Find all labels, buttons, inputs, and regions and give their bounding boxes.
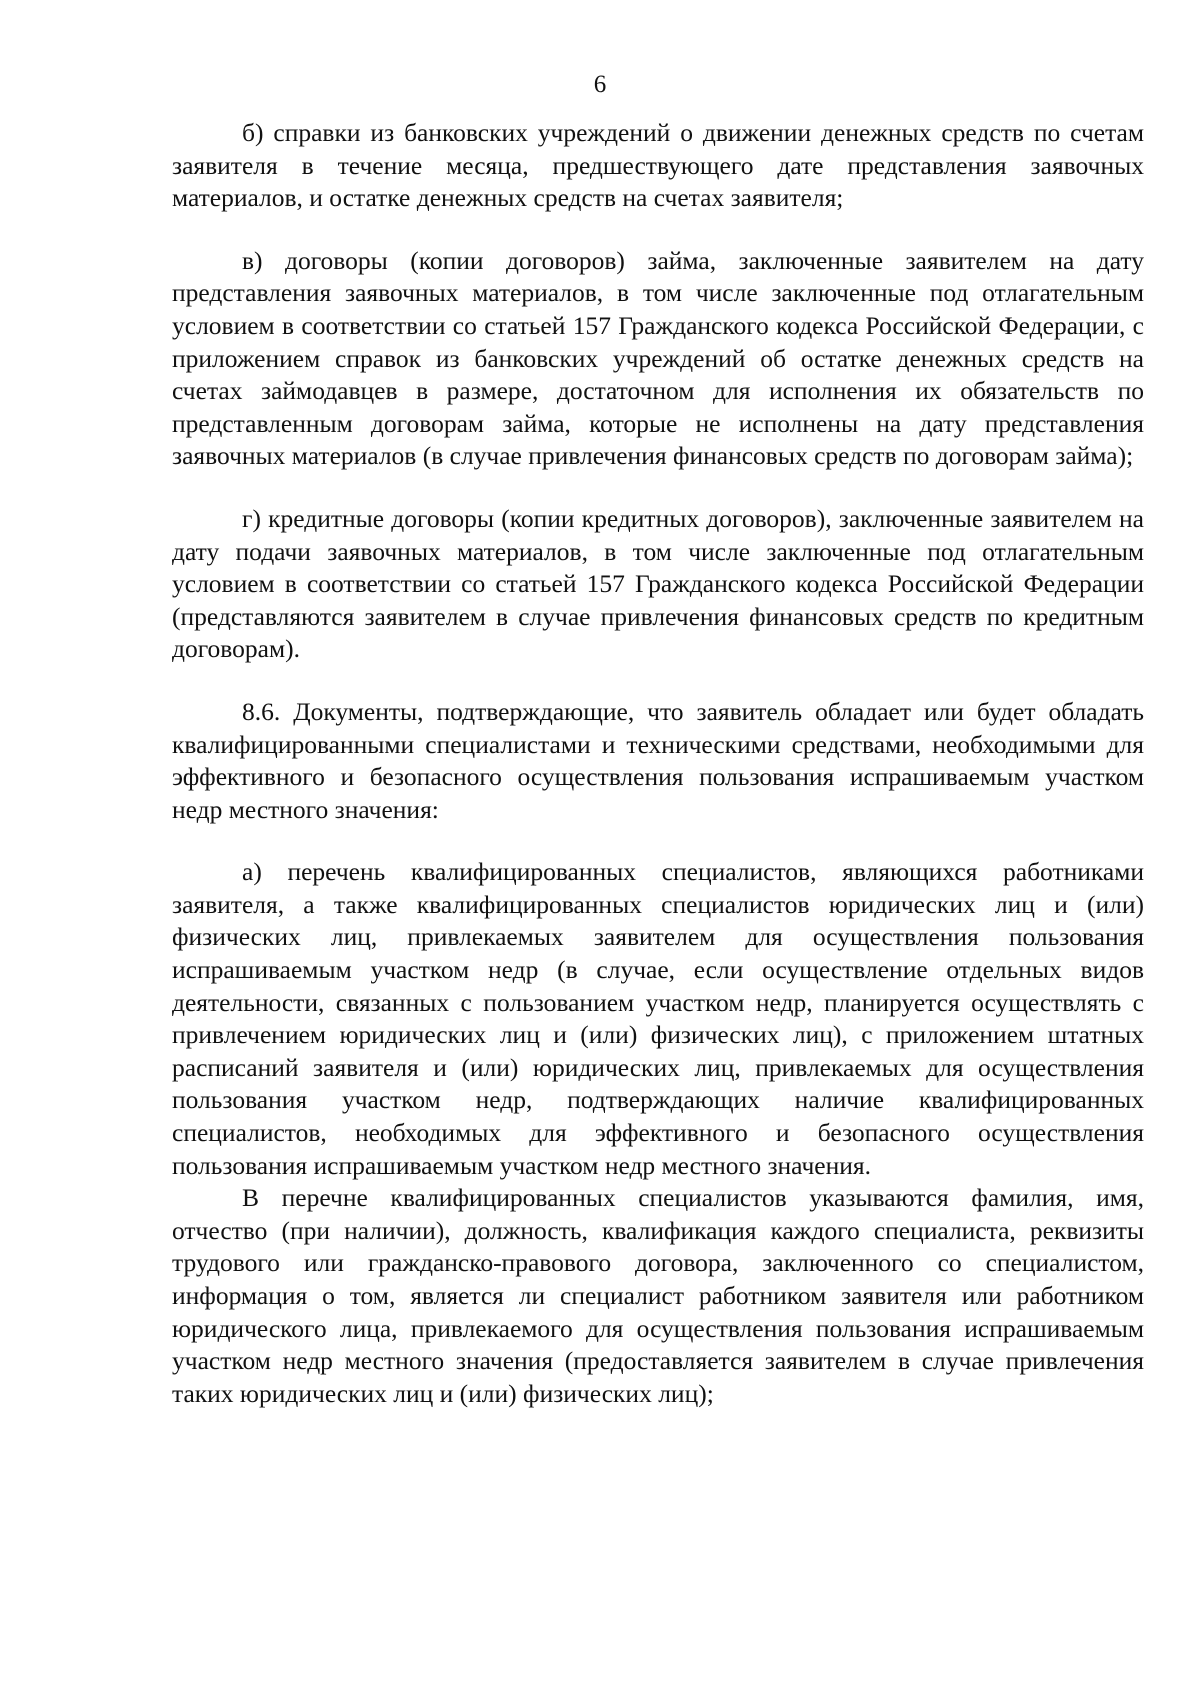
paragraph-specialists-details: В перечне квалифицированных специалистов указываются фамилия, имя, отчество (при наличии), должность, квалификация каждого специалиста, реквизиты трудового или гражданско-правового договора, заключенного со специалистом, информация о том, является ли специалист работником заявителя или работником юридического лица, привлекаемого для осуществления пользования испрашиваемым участком недр местного значения (предоставляется заявителем в случае привлечения таких юридических лиц и (или) физических лиц); (172, 1183, 1144, 1408)
paragraph-b-bank-statements: б) справки из банковских учреждений о движении денежных средств по счетам заявителя в течение месяца, предшествующего дате представления заявочных материалов, и остатке денежных средств на счетах заявителя; (172, 118, 1144, 213)
paragraph-v-loan-agreements: в) договоры (копии договоров) займа, заключенные заявителем на дату представления заявочных материалов, в том числе заключенные под отлагательным условием в соответствии со статьей 157 Гражданского кодекса Российской Федерации, с приложением справок из банковских учреждений об остатке денежных средств на счетах займодавцев в размере, достаточном для исполнения их обязательств по представленным договорам займа, которые не исполнены на дату представления заявочных материалов (в случае привлечения финансовых средств по договорам займа); (172, 245, 1144, 471)
page-number: 6 (593, 71, 607, 98)
paragraph-a-specialists-list: а) перечень квалифицированных специалистов, являющихся работниками заявителя, а также квалифицированных специалистов юридических лиц и (или) физических лиц, привлекаемых заявителем для осуществления пользования испрашиваемым участком недр (в случае, если осуществление отдельных видов деятельности, связанных с пользованием участком недр, планируется осуществлять с привлечением юридических лиц и (или) физических лиц), с приложением штатных расписаний заявителя и (или) юридических лиц, привлекаемых для осуществления пользования участком недр, подтверждающих наличие квалифицированных специалистов, необходимых для эффективного и безопасного осуществления пользования испрашиваемым участком недр местного значения. (172, 857, 1144, 1180)
document-body (172, 117, 1144, 1410)
paragraph-8-6-documents: 8.6. Документы, подтверждающие, что заявитель обладает или будет обладать квалифицированными специалистами и техническими средствами, необходимыми для эффективного и безопасного осуществления пользования испрашиваемым участком недр местного значения: (172, 696, 1144, 824)
paragraph-g-credit-agreements: г) кредитные договоры (копии кредитных договоров), заключенные заявителем на дату подачи заявочных материалов, в том числе заключенные под отлагательным условием в соответствии со статьей 157 Гражданского кодекса Российской Федерации (представляются заявителем в случае привлечения финансовых средств по кредитным договорам). (172, 503, 1144, 664)
